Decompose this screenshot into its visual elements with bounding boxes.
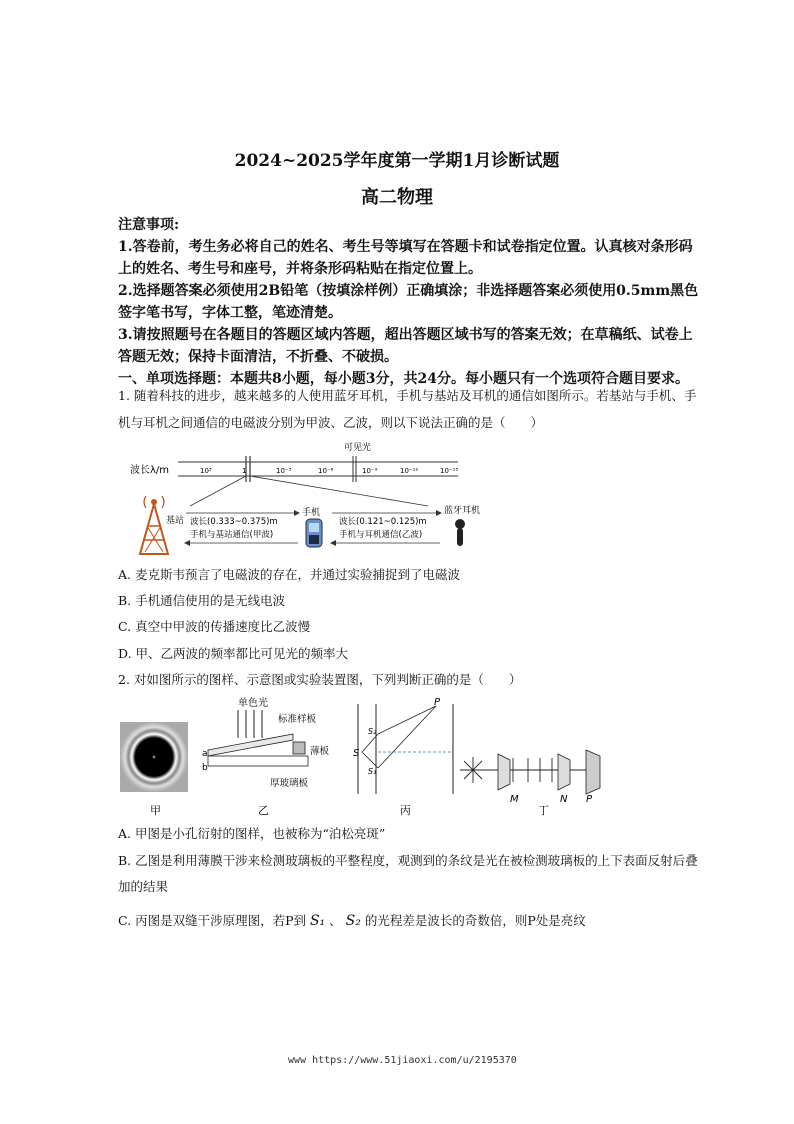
q2-option-c-pre: C. 丙图是双缝干涉原理图，若P到 — [118, 913, 306, 928]
label-S2: S₂ — [368, 727, 377, 736]
tower-icon — [140, 496, 168, 554]
q2-option-b-line1: B. 乙图是利用薄膜干涉来检测玻璃板的平整程度，观测到的条纹是光在被检测玻璃板的上下表面反射后叠 — [118, 853, 698, 868]
note-1b: 上的姓名、考生号和座号，并将条形码粘贴在指定位置上。 — [118, 261, 482, 277]
wave1-length: 波长(0.333~0.375)m — [190, 517, 278, 527]
q1-option-c: C. 真空中甲波的传播速度比乙波慢 — [118, 619, 311, 634]
phone-icon — [306, 519, 322, 547]
glass-plate — [208, 756, 308, 766]
q1-option-b: B. 手机通信使用的是无线电波 — [118, 593, 286, 608]
caption-jia: 甲 — [150, 804, 161, 817]
zoom-line-right — [250, 476, 428, 506]
q2-option-c-s2: S₂ — [345, 913, 361, 929]
tick-2: 1 — [242, 467, 247, 475]
label-b: b — [202, 763, 208, 773]
light-arrows — [238, 710, 262, 738]
visible-light-label: 可见光 — [344, 443, 372, 453]
tick-7: 10⁻¹⁵ — [440, 467, 459, 475]
thin-plate — [293, 742, 305, 754]
zoom-line-left — [190, 476, 246, 506]
q1-stem-a: 1. 随着科技的进步，越来越多的人使用蓝牙耳机，手机与基站及耳机的通信如图所示。若基站与手机、手 — [118, 388, 697, 403]
label-P: P — [434, 697, 441, 708]
q1-figure — [118, 436, 498, 558]
label-P2: P — [586, 794, 593, 805]
standard-plate — [208, 734, 293, 756]
mono-light-label: 单色光 — [238, 698, 268, 709]
tick-4: 10⁻⁶ — [318, 467, 334, 475]
note-3b: 答题无效；保持卡面清洁，不折叠、不破损。 — [118, 349, 398, 365]
note-2b: 签字笔书写，字体工整，笔迹清楚。 — [118, 305, 342, 321]
q1-option-d: D. 甲、乙两波的频率都比可见光的频率大 — [118, 646, 349, 661]
phone-label: 手机 — [302, 508, 321, 518]
note-2a: 2.选择题答案必须使用2B铅笔（按填涂样例）正确填涂；非选择题答案必须使用0.5mm黑色 — [118, 283, 699, 299]
label-M: M — [510, 794, 519, 805]
note-3a: 3.请按照题号在各题目的答题区域内答题，超出答题区域书写的答案无效；在草稿纸、试卷上 — [118, 327, 693, 343]
caption-yi: 乙 — [258, 804, 269, 817]
section1-heading: 一、单项选择题：本题共8小题，每小题3分，共24分。每小题只有一个选项符合题目要求。 — [118, 371, 689, 387]
q1-option-a: A. 麦克斯韦预言了电磁波的存在，并通过实验捕捉到了电磁波 — [118, 567, 460, 582]
axis-label: 波长λ/m — [130, 465, 170, 476]
label-a: a — [202, 749, 208, 759]
tick-3: 10⁻³ — [276, 467, 292, 475]
polarizer-M — [498, 754, 510, 790]
polarizer-N — [558, 754, 570, 790]
diffraction-pattern — [120, 722, 188, 792]
q2-stem: 2. 对如图所示的图样、示意图或实验装置图，下列判断正确的是（ ） — [118, 672, 522, 687]
q2-option-a: A. 甲图是小孔衍射的图样，也被称为“泊松亮斑” — [118, 826, 386, 841]
screen-P — [586, 750, 600, 794]
station-label: 基站 — [166, 516, 185, 526]
footer-url[interactable]: www https://www.51jiaoxi.com/u/2195370 — [288, 1055, 517, 1066]
tick-1: 10³ — [200, 467, 212, 475]
q2-option-c-post: 的光程差是波长的奇数倍，则P处是亮纹 — [364, 913, 586, 928]
caption-bing: 丙 — [400, 804, 411, 817]
notes-heading: 注意事项: — [118, 217, 180, 233]
earphone-label: 蓝牙耳机 — [444, 506, 481, 516]
earphone-icon — [455, 519, 465, 546]
q2-option-b-line2: 加的结果 — [118, 879, 169, 894]
thin-plate-label: 薄板 — [310, 746, 330, 757]
std-plate-label: 标准样板 — [278, 714, 317, 725]
q2-option-c-s1: S₁ — [309, 913, 326, 929]
q2-figure — [118, 694, 608, 818]
wave2-desc: 手机与耳机通信(乙波) — [339, 530, 423, 540]
tick-5: 10⁻⁹ — [362, 467, 378, 475]
thick-glass-label: 厚玻璃板 — [270, 778, 309, 789]
q2-option-c-sep: 、 — [329, 913, 342, 928]
exam-title: 2024~2025学年度第一学期1月诊断试题 — [234, 151, 560, 171]
subject-title: 高二物理 — [361, 187, 433, 208]
label-N: N — [560, 794, 568, 805]
note-1a: 1.答卷前，考生务必将自己的姓名、考生号等填写在答题卡和试卷指定位置。认真核对条形码 — [118, 239, 693, 255]
wave2-length: 波长(0.121~0.125)m — [339, 517, 427, 527]
label-S: S — [353, 748, 360, 759]
wave1-desc: 手机与基站通信(甲波) — [190, 530, 274, 540]
caption-ding: 丁 — [538, 804, 549, 817]
tick-6: 10⁻¹² — [400, 467, 419, 475]
label-S1: S₁ — [368, 767, 377, 776]
q2-option-c — [118, 911, 586, 931]
q1-stem-b: 机与耳机之间通信的电磁波分别为甲波、乙波，则以下说法正确的是（ ） — [118, 415, 544, 430]
